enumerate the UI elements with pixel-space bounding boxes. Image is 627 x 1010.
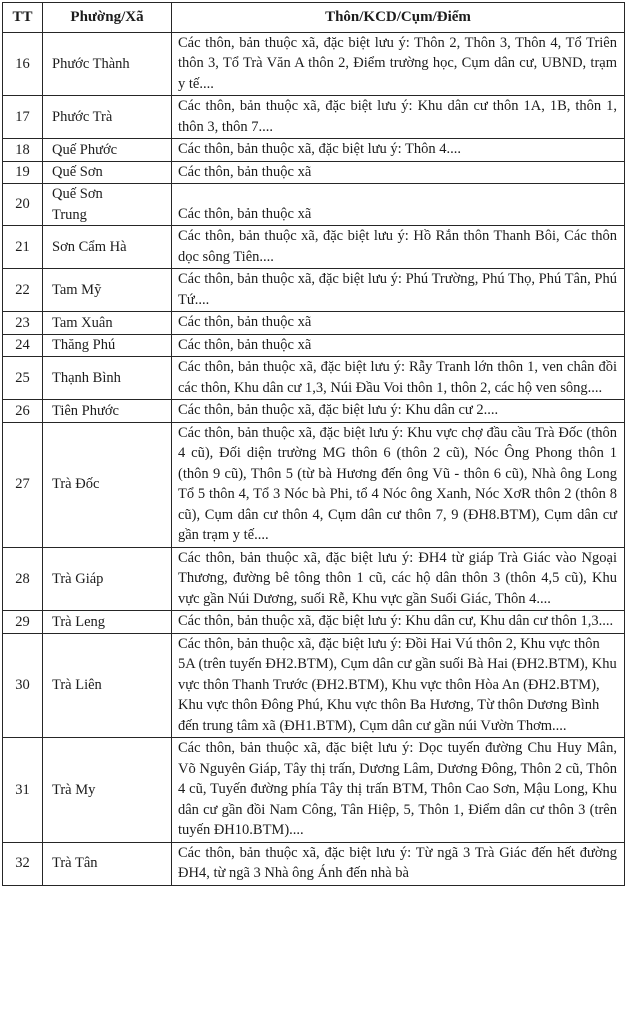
table-row	[3, 184, 625, 226]
row-detail: Các thôn, bản thuộc xã, đặc biệt lưu ý: Đồi Hai Vú thôn 2, Khu vực thôn 5A (trên tuyến ĐH2.BTM), Cụm dân cư gần suối Bà Hai (ĐH2.BTM), Khu vực thôn Thanh Trước (ĐH2.BTM), Khu vực thôn Hòa An (ĐH2.BTM), Khu vực thôn Đông Phú, Khu vực thôn Ba Hương, Từ thôn Dương Bình đến trung tâm xã (ĐH1.BTM), Cụm dân cư gần núi Vườn Thơm....	[172, 633, 625, 738]
header-ward: Phường/Xã	[43, 3, 172, 33]
row-ward: Trà Đốc	[43, 422, 172, 547]
table-row	[3, 400, 625, 423]
header-detail: Thôn/KCD/Cụm/Điểm	[172, 3, 625, 33]
row-ward: Trà Tân	[43, 842, 172, 885]
row-ward: Trà Liên	[43, 633, 172, 738]
table-row	[3, 161, 625, 184]
row-ward: Trà Giáp	[43, 547, 172, 611]
row-ward: Quế Sơn Trung	[43, 184, 172, 226]
table-row	[3, 334, 625, 357]
table-row	[3, 96, 625, 139]
row-detail: Các thôn, bản thuộc xã	[172, 312, 625, 335]
row-tt: 29	[3, 611, 43, 634]
row-ward: Quế Phước	[43, 139, 172, 162]
row-detail: Các thôn, bản thuộc xã, đặc biệt lưu ý: Khu vực chợ đầu cầu Trà Đốc (thôn 4 cũ), Đối diện trường MG thôn 6 (thôn 2 cũ), Nóc Ông Phong thôn 1 (thôn 9 cũ), Thôn 5 (từ bà Hương đến ông Vũ - thôn 6 cũ), Nhà ông Long Tổ 5 thôn 4, Tổ 3 Nóc bà Phi, tổ 4 Nóc ông Xanh, Nóc XơR thôn 2 (thôn 8 cũ), Cụm dân cư thôn 4, Cụm dân cư thôn 7, 9 (ĐH8.BTM), Cụm dân cư gần trạm y tế....	[172, 422, 625, 547]
row-tt: 27	[3, 422, 43, 547]
row-tt: 31	[3, 738, 43, 843]
row-ward: Quế Sơn	[43, 161, 172, 184]
row-tt: 28	[3, 547, 43, 611]
row-detail: Các thôn, bản thuộc xã, đặc biệt lưu ý: Rẫy Tranh lớn thôn 1, ven chân đồi các thôn, Khu dân cư 1,3, Núi Đầu Voi thôn 1, thôn 2, các hộ ven sông....	[172, 357, 625, 400]
row-ward: Sơn Cẩm Hà	[43, 226, 172, 269]
row-detail: Các thôn, bản thuộc xã, đặc biệt lưu ý: Thôn 4....	[172, 139, 625, 162]
table-row	[3, 611, 625, 634]
row-tt: 23	[3, 312, 43, 335]
row-tt: 16	[3, 32, 43, 96]
table-header-row	[3, 3, 625, 33]
row-ward: Tiên Phước	[43, 400, 172, 423]
row-ward: Trà My	[43, 738, 172, 843]
row-detail: Các thôn, bản thuộc xã	[172, 184, 625, 226]
row-tt: 26	[3, 400, 43, 423]
row-detail: Các thôn, bản thuộc xã, đặc biệt lưu ý: Hồ Rắn thôn Thanh Bôi, Các thôn dọc sông Tiên....	[172, 226, 625, 269]
table-row	[3, 312, 625, 335]
row-ward: Phước Thành	[43, 32, 172, 96]
row-ward: Phước Trà	[43, 96, 172, 139]
row-detail: Các thôn, bản thuộc xã, đặc biệt lưu ý: Khu dân cư 2....	[172, 400, 625, 423]
table-row	[3, 226, 625, 269]
row-tt: 18	[3, 139, 43, 162]
row-ward: Thăng Phú	[43, 334, 172, 357]
row-ward: Thạnh Bình	[43, 357, 172, 400]
table-row	[3, 633, 625, 738]
row-tt: 22	[3, 269, 43, 312]
row-ward: Trà Leng	[43, 611, 172, 634]
row-detail: Các thôn, bản thuộc xã, đặc biệt lưu ý: Khu dân cư, Khu dân cư thôn 1,3....	[172, 611, 625, 634]
row-tt: 24	[3, 334, 43, 357]
table-row	[3, 269, 625, 312]
row-detail: Các thôn, bản thuộc xã, đặc biệt lưu ý: ĐH4 từ giáp Trà Giác vào Ngoại Thương, đường bê tông thôn 1 cũ, các hộ dân thôn 3 (thôn 4,5 cũ), Khu vực gần Núi Dương, suối Rễ, Khu vực gần Suối Giác, Thôn 4....	[172, 547, 625, 611]
row-tt: 19	[3, 161, 43, 184]
row-tt: 17	[3, 96, 43, 139]
table-row	[3, 738, 625, 843]
table-row	[3, 422, 625, 547]
row-detail: Các thôn, bản thuộc xã, đặc biệt lưu ý: Khu dân cư thôn 1A, 1B, thôn 1, thôn 3, thôn 7....	[172, 96, 625, 139]
row-ward: Tam Mỹ	[43, 269, 172, 312]
row-detail: Các thôn, bản thuộc xã, đặc biệt lưu ý: Dọc tuyến đường Chu Huy Mân, Võ Nguyên Giáp, Tây thị trấn, Dương Lâm, Dương Đông, Thôn 2 cũ, Thôn 4 cũ, Tuyến đường phía Tây thị trấn BTM, Thôn Cao Sơn, Mậu Long, Khu dân cư gần đồi Nam Công, Tân Hiệp, 5, Thôn 1, Điểm dân cư thôn 3 (trên tuyến ĐH10.BTM)....	[172, 738, 625, 843]
table-row	[3, 32, 625, 96]
row-detail: Các thôn, bản thuộc xã, đặc biệt lưu ý: Phú Trường, Phú Thọ, Phú Tân, Phú Tứ....	[172, 269, 625, 312]
row-tt: 32	[3, 842, 43, 885]
table-row	[3, 139, 625, 162]
table-row	[3, 357, 625, 400]
ward-village-table	[2, 2, 625, 886]
row-tt: 30	[3, 633, 43, 738]
row-tt: 20	[3, 184, 43, 226]
row-ward: Tam Xuân	[43, 312, 172, 335]
row-detail: Các thôn, bản thuộc xã, đặc biệt lưu ý: Thôn 2, Thôn 3, Thôn 4, Tổ Triên thôn 3, Tổ Trà Văn A thôn 2, Điểm trường học, Cụm dân cư, UBND, trạm y tế....	[172, 32, 625, 96]
header-tt: TT	[3, 3, 43, 33]
row-detail: Các thôn, bản thuộc xã	[172, 334, 625, 357]
row-detail: Các thôn, bản thuộc xã, đặc biệt lưu ý: Từ ngã 3 Trà Giác đến hết đường ĐH4, từ ngã 3 Nhà ông Ánh đến nhà bà	[172, 842, 625, 885]
table-row	[3, 842, 625, 885]
row-tt: 21	[3, 226, 43, 269]
row-detail: Các thôn, bản thuộc xã	[172, 161, 625, 184]
row-tt: 25	[3, 357, 43, 400]
table-row	[3, 547, 625, 611]
